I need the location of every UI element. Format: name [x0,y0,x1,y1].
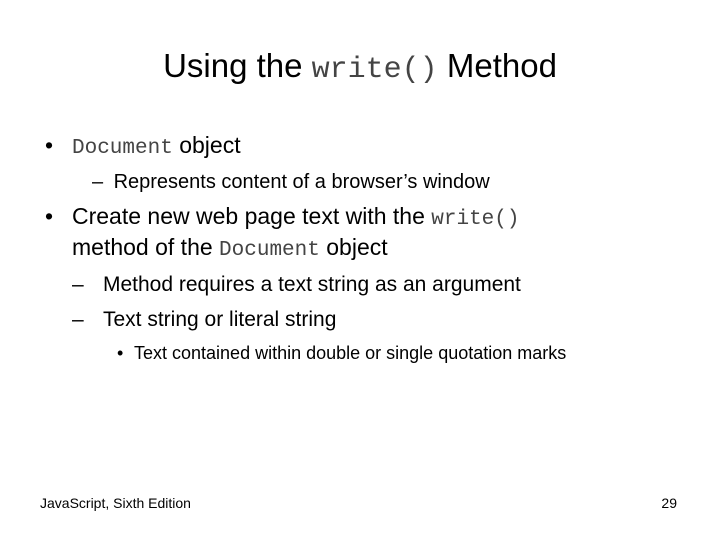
bullet-create-web-page-text [45,202,519,234]
sub-bullet-represents-content [92,169,490,195]
sub-bullet-method-requires-string [72,272,521,298]
bullet-text: Create new web page text with the [72,203,432,229]
bullet-code: Document [219,239,320,262]
bullet-text: method of the [72,234,220,260]
bullet-code: Document [72,137,173,160]
dash-marker: – [72,273,84,296]
sub-bullet-text-string-literal [72,307,336,333]
bullet-marker: • [45,132,54,158]
dash-marker: – [92,171,104,193]
bullet-text: object [172,132,241,158]
title-prefix: Using the [163,47,312,84]
bullet-marker: • [45,203,54,229]
title-suffix: Method [437,47,557,84]
slide-title [0,42,720,94]
footer-book-title: JavaScript, Sixth Edition [40,495,191,511]
footer-page-number: 29 [661,495,677,511]
bullet-continuation-line [72,233,388,265]
sub-bullet-text: Method requires a text string as an argument [103,273,521,296]
bullet-code: write() [431,208,520,231]
bullet-document-object [45,131,241,163]
dash-marker: – [72,308,84,331]
title-code: write() [311,53,438,87]
sub-sub-bullet-text: Text contained within double or single quotation marks [134,343,567,363]
bullet-marker: • [117,343,124,363]
sub-bullet-text: Text string or literal string [103,308,337,331]
sub-bullet-text: Represents content of a browser’s window [113,171,490,193]
sub-sub-bullet-quotation-marks [117,341,566,365]
bullet-text-suffix: object [319,234,388,260]
